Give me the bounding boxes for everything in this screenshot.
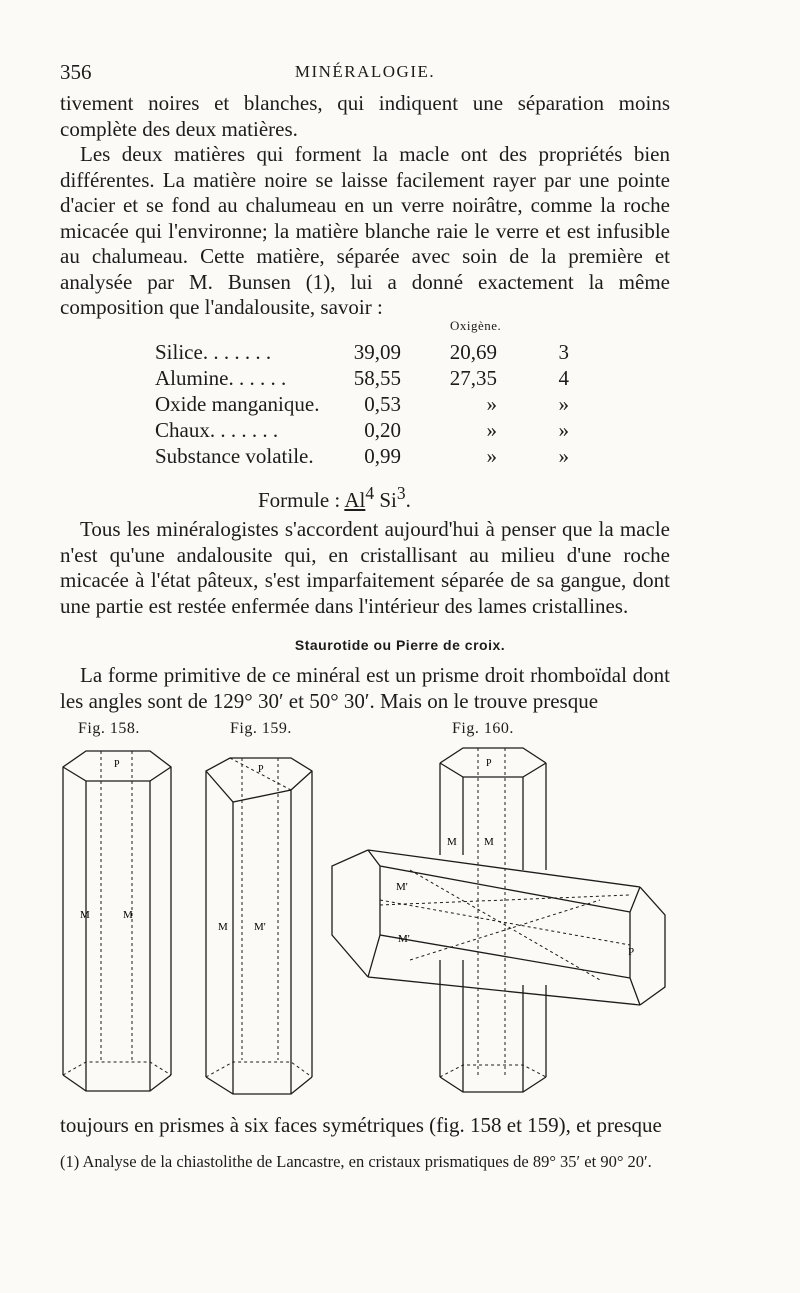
ratio-value: »	[558, 418, 569, 442]
mineral-value: 0,99	[364, 444, 401, 468]
formula-silica-sub: 3	[396, 483, 406, 503]
fig159-face-right: M'	[254, 921, 266, 933]
fig159-label: Fig. 159.	[230, 720, 292, 737]
mineral-value: 0,53	[364, 392, 401, 416]
mineral-value: 58,55	[353, 366, 401, 390]
paragraph-4: La forme primitive de ce minéral est un prisme droit rhomboïdal dont les angles sont de 129° 30′ et 50° 30′. Mais on le trouve presque	[60, 663, 670, 713]
mineral-name: Chaux. . . . . . .	[155, 418, 279, 442]
mineral-name: Oxide manganique.	[155, 392, 320, 416]
fig159-face-top: P	[258, 764, 264, 775]
section-title: Staurotide ou Pierre de croix.	[294, 637, 506, 653]
formula-end: .	[405, 488, 411, 512]
ratio-value: 4	[558, 366, 569, 390]
fig160-label: Fig. 160.	[452, 720, 514, 737]
oxygen-value: »	[486, 392, 497, 416]
fig160-face-m-left: M	[447, 836, 457, 848]
fig160-face-m2: M'	[398, 933, 410, 945]
fig160-face-top: P	[486, 758, 492, 769]
formula-alumina: Al	[344, 488, 366, 512]
formula-alumina-sub: 4	[365, 483, 375, 503]
paragraph-3: Tous les minéralogistes s'accordent aujourd'hui à penser que la macle n'est qu'une andalousite qui, en cristallisant au milieu d'une roche micacée à l'état pâteux, s'est imparfaitement séparée de sa gangue, dont une partie est restée enfermée dans l'intérieur des lames cristallines.	[60, 517, 670, 618]
formula-label: Formule :	[258, 488, 341, 512]
fig158-label: Fig. 158.	[78, 720, 140, 737]
fig160-face-end: P	[628, 946, 635, 958]
oxygen-value: 27,35	[449, 366, 497, 390]
ratio-value: 3	[558, 340, 569, 364]
fig158-face-right: M	[123, 909, 133, 921]
mineral-name: Alumine. . . . . .	[155, 366, 287, 390]
fig159-face-left: M	[218, 921, 228, 933]
mineral-value: 39,09	[353, 340, 401, 364]
oxygen-value: »	[486, 444, 497, 468]
fig158-crystal	[63, 751, 171, 1091]
fig158-face-left: M	[80, 909, 90, 921]
paragraph-5: toujours en prismes à six faces symétriques (fig. 158 et 159), et presque	[60, 1113, 662, 1137]
oxygen-value: »	[486, 418, 497, 442]
footnote: (1) Analyse de la chiastolithe de Lancastre, en cristaux prismatiques de 89° 35′ et 90° 20′.	[60, 1152, 652, 1171]
fig158-face-top: P	[114, 759, 120, 770]
mineral-value: 0,20	[364, 418, 401, 442]
running-title: MINÉRALOGIE.	[294, 62, 436, 81]
paragraph-2: Les deux matières qui forment la macle ont des propriétés bien différentes. La matière noire se laisse facilement rayer par une pointe d'acier et se fond au chalumeau en un verre noirâtre, comme la roche micacée qui l'environne; la matière blanche raie le verre et est infusible au chalumeau. Cette matière, séparée avec soin de la première et analysée par M. Bunsen (1), lui a donné exactement la même composition que l'andalousite, savoir :	[60, 142, 670, 319]
fig160-crystal	[332, 748, 665, 1092]
page-number: 356	[60, 60, 92, 84]
paragraph-1: tivement noires et blanches, qui indiquent une séparation moins complète des deux matières.	[60, 91, 670, 141]
oxygen-value: 20,69	[449, 340, 497, 364]
formula-silica: Si	[379, 488, 397, 512]
fig160-face-m-right: M	[484, 836, 494, 848]
mineral-name: Silice. . . . . . .	[155, 340, 272, 364]
fig160-face-m1: M'	[396, 881, 408, 893]
ratio-value: »	[558, 444, 569, 468]
mineral-name: Substance volatile.	[155, 444, 314, 468]
oxygen-column-header: Oxigène.	[450, 318, 502, 333]
ratio-value: »	[558, 392, 569, 416]
